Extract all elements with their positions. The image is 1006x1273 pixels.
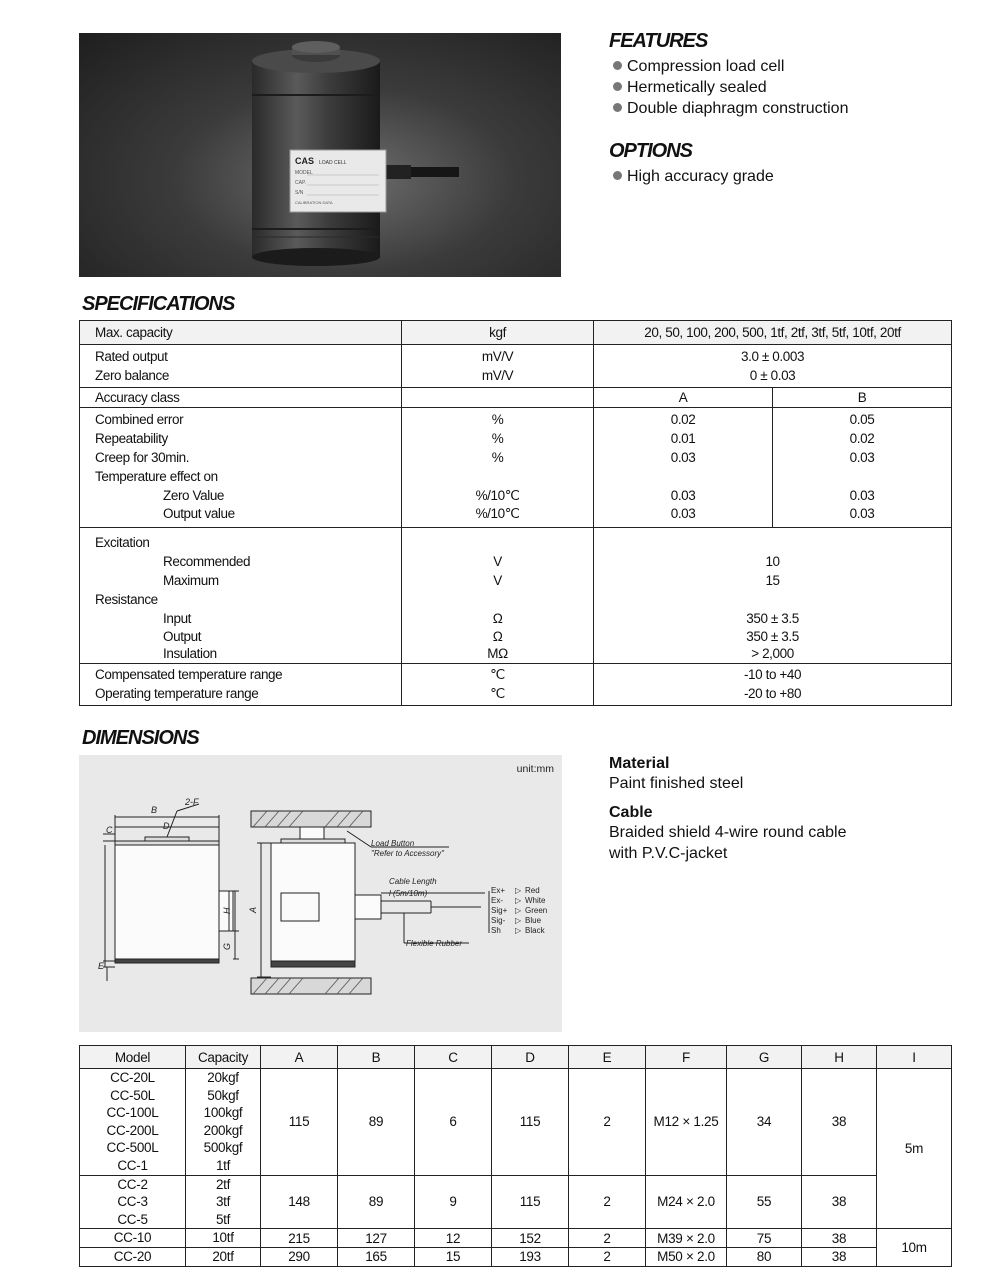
table-cell: M50 × 2.0 [646,1247,727,1266]
spec-label: Resistance [95,592,158,607]
dim-label-d: D [163,821,170,831]
wire-color: Red [525,886,540,895]
label-line: CALIBRATION DATA [295,200,333,205]
table-cell: 2 [569,1175,646,1229]
table-row [80,1247,952,1266]
spec-value-a: 0.03 [670,450,696,465]
table-row [80,1069,952,1176]
column-header: A [261,1046,338,1069]
table-cell: 2 [569,1069,646,1176]
spec-label: Compensated temperature range [95,667,283,682]
table-cell: 5m [877,1069,952,1229]
spec-unit: % [491,412,504,427]
material-text: Paint finished steel [609,775,744,792]
dim-label-b: B [151,805,158,815]
spec-unit: V [493,573,502,588]
model-cell: CC-20L [110,1070,155,1085]
table-cell: 152 [492,1229,569,1248]
spec-value: > 2,000 [751,646,794,661]
table-cell: 215 [261,1229,338,1248]
spec-unit: ℃ [490,686,505,701]
dim-label-g: G [222,942,232,950]
model-cell: CC-500L [106,1140,159,1156]
spec-value: 0 ± 0.03 [749,368,796,383]
spec-unit: V [493,554,502,569]
capacity-cell: 10tf [212,1230,234,1246]
table-cell: 80 [727,1247,802,1266]
model-cell: CC-10 [113,1230,152,1246]
spec-unit: %/10℃ [475,488,520,503]
spec-label: Input [163,611,192,626]
features-heading: FEATURES [609,30,708,52]
model-cell: CC-3 [117,1194,148,1210]
cable-text: Braided shield 4-wire round cable [609,824,847,841]
label-line: CAP. [295,180,307,186]
wire-color: Green [525,906,548,915]
capacity-cell: 2tf [215,1176,231,1192]
spec-value: 10 [765,554,780,569]
spec-unit: MΩ [487,646,508,661]
spec-label: Operating temperature range [95,686,259,701]
spec-value-b: 0.03 [849,506,875,521]
column-header: C [415,1046,492,1069]
table-cell: 15 [415,1247,492,1266]
table-cell: 38 [802,1175,877,1229]
dimensions-heading: DIMENSIONS [82,727,199,749]
svg-text:▷: ▷ [515,906,522,915]
table-cell: 6 [415,1069,492,1176]
spec-unit: mV/V [481,368,514,383]
options-list [609,166,774,187]
refer-accessory-label: "Refer to Accessory" [371,849,444,858]
table-cell: 38 [802,1229,877,1248]
label-line: S/N [295,190,304,196]
capacity-cell: 3tf [215,1194,231,1210]
column-header: E [569,1046,646,1069]
spec-unit: mV/V [481,349,514,364]
table-cell: 38 [802,1069,877,1176]
spec-unit: Ω [492,611,503,626]
product-photo [79,33,561,277]
model-cell: CC-20 [113,1248,152,1264]
accuracy-class-b: B [857,390,867,405]
table-cell: 115 [261,1069,338,1176]
spec-label: Output value [163,506,235,521]
spec-value-b: 0.03 [849,488,875,503]
table-cell: M39 × 2.0 [646,1229,727,1248]
dim-label-c: C [106,825,113,835]
spec-label: Combined error [95,412,184,427]
spec-unit: kgf [402,321,594,345]
accuracy-class-a: A [678,390,688,405]
dimension-drawing [79,755,562,1032]
table-cell: 9 [415,1175,492,1229]
list-item: Compression load cell [609,56,848,77]
wire-signal: Sig- [491,916,506,925]
table-cell: 115 [492,1175,569,1229]
spec-label: Excitation [95,535,150,550]
table-cell: 89 [338,1069,415,1176]
capacity-cell: 200kgf [203,1122,243,1138]
table-cell: 89 [338,1175,415,1229]
dim-label-h: H [222,907,232,914]
spec-label: Temperature effect on [95,469,218,484]
wire-signal: Ex- [491,896,503,905]
spec-value-b: 0.03 [849,450,875,465]
capacity-cell: 100kgf [203,1105,243,1121]
spec-value: 3.0 ± 0.003 [741,349,805,364]
specifications-table [79,320,952,706]
spec-unit: %/10℃ [475,506,520,521]
table-cell: 55 [727,1175,802,1229]
wire-color: Black [525,926,545,935]
cable-length-label: Cable Length [389,877,437,886]
dimension-table [79,1045,952,1267]
table-cell: M12 × 1.25 [646,1069,727,1176]
list-item: Double diaphragm construction [609,98,848,119]
spec-value: -20 to +80 [743,686,802,701]
list-item: High accuracy grade [609,166,774,187]
spec-value: 350 ± 3.5 [746,629,799,644]
label-line: MODEL [295,170,313,176]
spec-label: Insulation [163,646,217,661]
spec-label: Max. capacity [80,321,402,345]
column-header: H [802,1046,877,1069]
material-label: Material [609,755,670,772]
spec-label: Zero balance [95,368,169,383]
svg-text:▷: ▷ [515,886,522,895]
spec-value: 350 ± 3.5 [746,611,799,626]
wire-signal: Sig+ [491,906,508,915]
column-header: G [727,1046,802,1069]
model-cell: CC-50L [110,1087,155,1103]
table-row [80,1175,952,1229]
spec-unit: % [491,431,504,446]
dim-label-e: E [98,961,105,971]
spec-value: -10 to +40 [743,667,802,682]
bullet-icon [613,61,622,70]
load-button-label: Load Button [371,839,415,848]
spec-label: Output [163,629,202,644]
column-header: F [646,1046,727,1069]
table-row [80,1229,952,1248]
label-line: LOAD CELL [319,160,347,166]
wire-color: Blue [525,916,542,925]
table-cell: 34 [727,1069,802,1176]
bullet-icon [613,171,622,180]
table-cell: 12 [415,1229,492,1248]
table-cell: 2 [569,1229,646,1248]
capacity-cell: 50kgf [207,1087,239,1103]
flexible-rubber-label: Flexible Rubber [406,939,463,948]
spec-value-b: 0.05 [849,412,875,427]
spec-unit: ℃ [490,667,505,682]
spec-value-a: 0.02 [670,412,696,427]
cable-label: Cable [609,804,653,821]
spec-value-a: 0.03 [670,488,696,503]
wire-signal: Ex+ [491,886,506,895]
label-brand: CAS [295,156,315,166]
wire-signal: Sh [491,926,501,935]
table-cell: 127 [338,1229,415,1248]
spec-value: 15 [765,573,780,588]
table-cell: 165 [338,1247,415,1266]
table-cell: M24 × 2.0 [646,1175,727,1229]
capacity-cell: 20kgf [207,1070,239,1085]
capacity-cell: 20tf [212,1248,234,1264]
spec-value: 20, 50, 100, 200, 500, 1tf, 2tf, 3tf, 5tf, 10tf, 20tf [594,321,952,345]
spec-label: Zero Value [163,488,225,503]
table-cell: 10m [877,1229,952,1266]
spec-value-a: 0.03 [670,506,696,521]
spec-label: Recommended [163,554,251,569]
column-header: D [492,1046,569,1069]
unit-label: unit:mm [516,763,554,775]
bullet-icon [613,82,622,91]
column-header: I [877,1046,952,1069]
wire-color: White [525,896,546,905]
model-cell: CC-2 [117,1176,148,1192]
capacity-cell: 500kgf [203,1140,243,1156]
spec-label: Accuracy class [95,390,180,405]
column-header: Capacity [186,1046,261,1069]
model-cell: CC-100L [106,1105,159,1121]
dim-label-f: 2-F [185,797,199,807]
spec-unit: Ω [492,629,503,644]
features-list [609,56,848,119]
spec-value-b: 0.02 [849,431,875,446]
spec-label: Rated output [95,349,168,364]
table-cell: 148 [261,1175,338,1229]
dim-label-a: A [248,906,258,913]
spec-value-a: 0.01 [670,431,696,446]
column-header: Model [80,1046,186,1069]
bullet-icon [613,103,622,112]
table-cell: 2 [569,1247,646,1266]
options-heading: OPTIONS [609,140,693,162]
spec-label: Creep for 30min. [95,450,190,465]
column-header: B [338,1046,415,1069]
table-cell: 75 [727,1229,802,1248]
capacity-cell: 1tf [215,1157,231,1173]
table-cell: 290 [261,1247,338,1266]
model-cell: CC-200L [106,1122,159,1138]
svg-text:▷: ▷ [515,926,522,935]
spec-label: Maximum [163,573,219,588]
model-cell: CC-5 [117,1211,148,1227]
cable-text: with P.V.C-jacket [609,845,728,862]
spec-label: Repeatability [95,431,168,446]
table-cell: 115 [492,1069,569,1176]
svg-text:▷: ▷ [515,916,522,925]
spec-unit: % [491,450,504,465]
capacity-cell: 5tf [215,1211,231,1227]
cable-length-value: l (5m/10m) [389,889,428,898]
table-cell: 193 [492,1247,569,1266]
list-item: Hermetically sealed [609,77,848,98]
specifications-heading: SPECIFICATIONS [82,293,235,315]
svg-text:▷: ▷ [515,896,522,905]
model-cell: CC-1 [117,1157,148,1173]
table-cell: 38 [802,1247,877,1266]
